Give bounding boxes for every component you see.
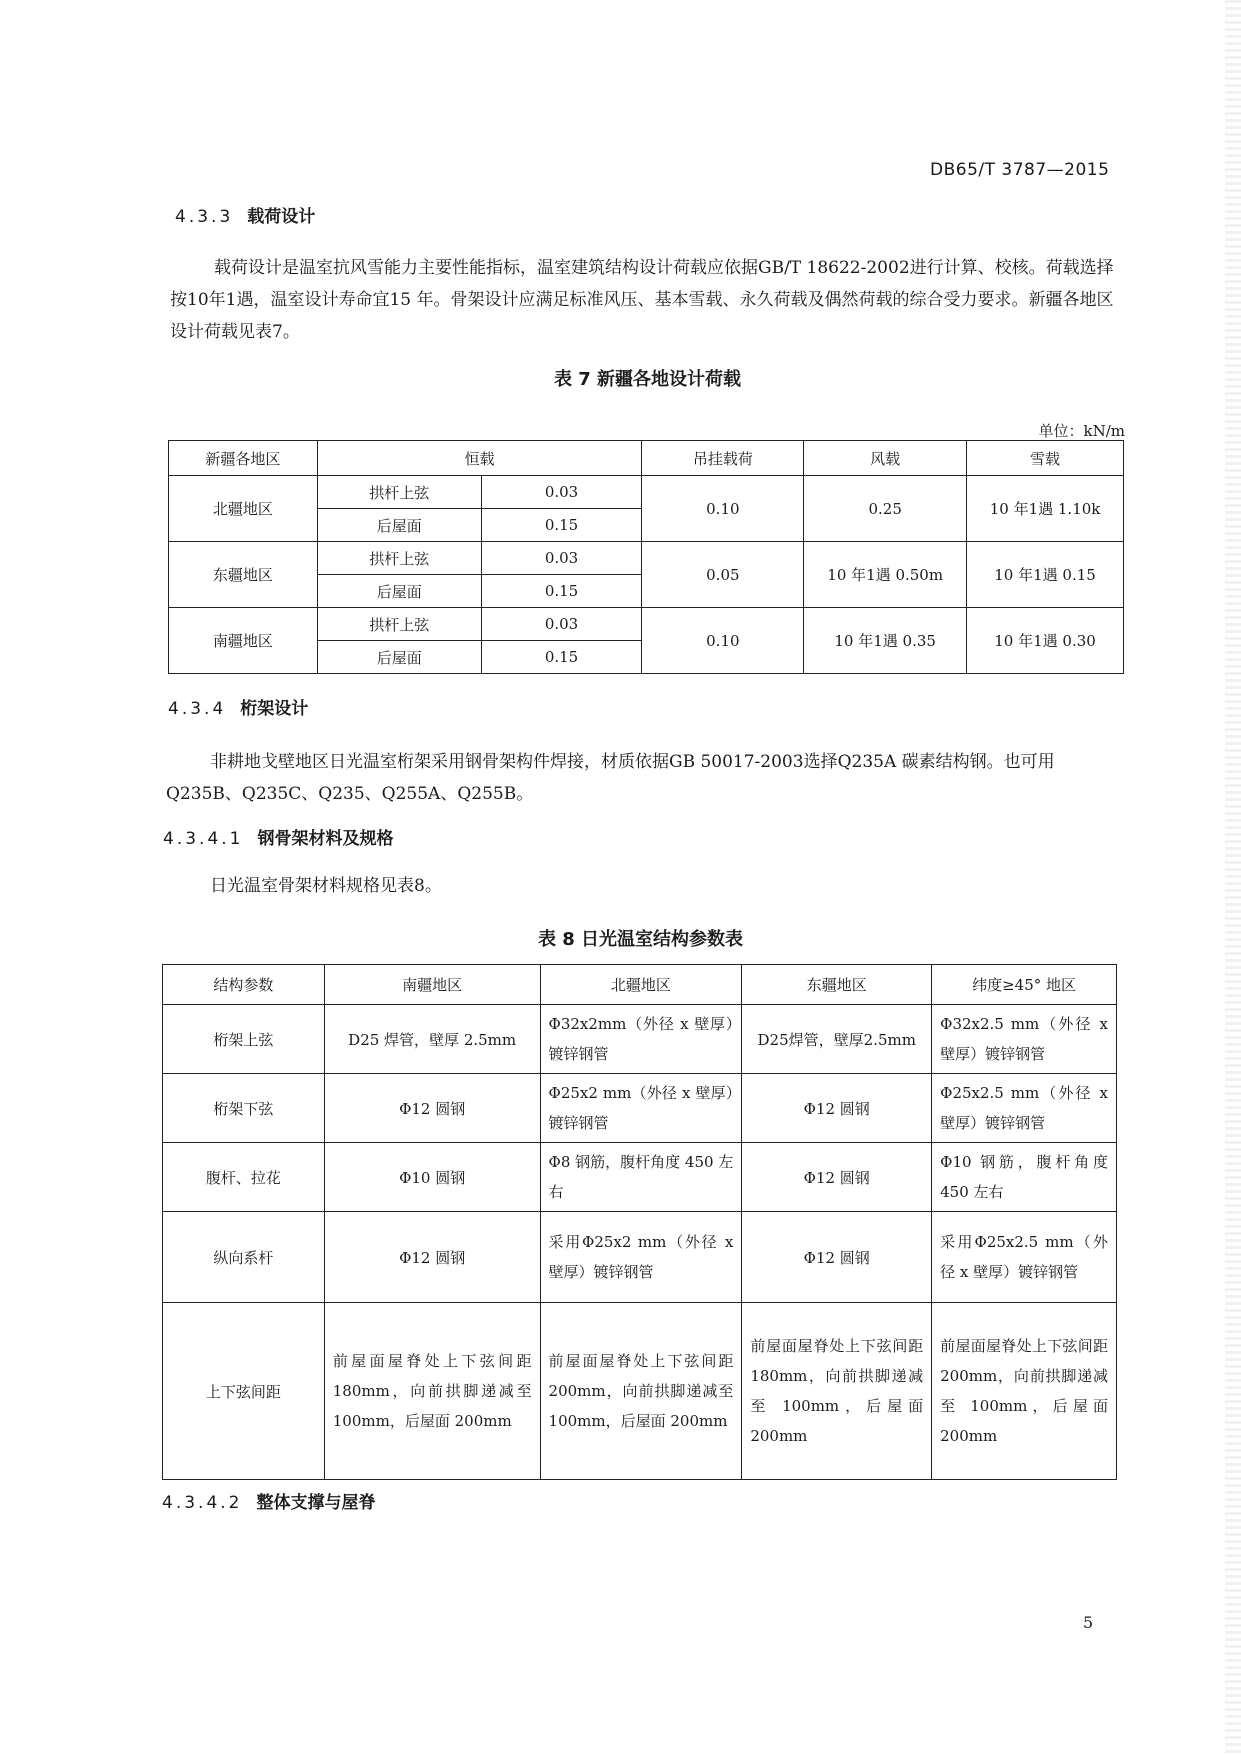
page-number: 5 bbox=[1083, 1613, 1094, 1632]
table7-part: 拱杆上弦 bbox=[317, 542, 481, 575]
table7-region-north: 北疆地区 bbox=[169, 476, 318, 542]
table8-cell: Φ12 圆钢 bbox=[324, 1074, 540, 1143]
table8-param: 上下弦间距 bbox=[163, 1303, 325, 1480]
document-code: DB65/T 3787—2015 bbox=[930, 160, 1110, 180]
section-title: 桁架设计 bbox=[240, 699, 309, 719]
table7-value: 0.15 bbox=[481, 575, 642, 608]
table8-header-south: 南疆地区 bbox=[324, 965, 540, 1005]
table7-unit: 单位：kN/m bbox=[1038, 422, 1125, 440]
table8-cell: 前屋面屋脊处上下弦间距 180mm，向前拱脚递减至 100mm，后屋面 200mm bbox=[742, 1303, 932, 1480]
table7-snow: 10 年1遇 0.30 bbox=[967, 608, 1124, 674]
table8-cell: 采用Φ25x2.5 mm（外径 x 壁厚）镀锌钢管 bbox=[932, 1212, 1117, 1303]
section-title: 钢骨架材料及规格 bbox=[257, 829, 394, 849]
table7-hang: 0.10 bbox=[642, 476, 804, 542]
table8-cell: Φ12 圆钢 bbox=[324, 1212, 540, 1303]
table8-cell: Φ12 圆钢 bbox=[742, 1212, 932, 1303]
table7 bbox=[168, 440, 1124, 674]
table8-header-param: 结构参数 bbox=[163, 965, 325, 1005]
section-number: 4.3.3 bbox=[175, 207, 234, 227]
table7-snow: 10 年1遇 1.10k bbox=[967, 476, 1124, 542]
table7-value: 0.03 bbox=[481, 608, 642, 641]
table8-cell: 前屋面屋脊处上下弦间距 200mm，向前拱脚递减至 100mm，后屋面 200mm bbox=[932, 1303, 1117, 1480]
table7-part: 拱杆上弦 bbox=[317, 608, 481, 641]
paragraph-truss-design: 非耕地戈壁地区日光温室桁架采用钢骨架构件焊接，材质依据GB 50017-2003选择Q235A 碳素结构钢。也可用Q235B、Q235C、Q235、Q255A、Q255B。 bbox=[166, 752, 1055, 804]
table8-header-latitude45: 纬度≥45° 地区 bbox=[932, 965, 1117, 1005]
table8-cell: 采用Φ25x2 mm（外径 x 壁厚）镀锌钢管 bbox=[540, 1212, 742, 1303]
table7-wind: 10 年1遇 0.50m bbox=[804, 542, 967, 608]
table8-param: 桁架上弦 bbox=[163, 1005, 325, 1074]
table8-param: 桁架下弦 bbox=[163, 1074, 325, 1143]
table7-hang: 0.05 bbox=[642, 542, 804, 608]
table7-value: 0.03 bbox=[481, 476, 642, 509]
section-title: 整体支撑与屋脊 bbox=[256, 1493, 376, 1513]
table8-param: 腹杆、拉花 bbox=[163, 1143, 325, 1212]
table8-cell: 前屋面屋脊处上下弦间距 180mm，向前拱脚递减至 100mm，后屋面 200mm bbox=[324, 1303, 540, 1480]
table7-wind: 0.25 bbox=[804, 476, 967, 542]
table7-wind: 10 年1遇 0.35 bbox=[804, 608, 967, 674]
table8-cell: Φ10 圆钢 bbox=[324, 1143, 540, 1212]
table7-part: 后屋面 bbox=[317, 641, 481, 674]
table7-header-hanging-load: 吊挂载荷 bbox=[642, 441, 804, 476]
table7-part: 后屋面 bbox=[317, 575, 481, 608]
section-heading-4342 bbox=[162, 1488, 375, 1513]
table8-cell: Φ12 圆钢 bbox=[742, 1074, 932, 1143]
table8-cell: D25 焊管，壁厚 2.5mm bbox=[324, 1005, 540, 1074]
table7-part: 拱杆上弦 bbox=[317, 476, 481, 509]
section-heading-4341 bbox=[163, 824, 393, 849]
section-heading-434 bbox=[168, 694, 308, 719]
table7-caption: 表 7 新疆各地设计荷载 bbox=[553, 369, 742, 390]
section-number: 4.3.4.1 bbox=[163, 829, 244, 849]
section-number: 4.3.4 bbox=[168, 699, 227, 719]
table8-cell: Φ25x2.5 mm（外径 x 壁厚）镀锌钢管 bbox=[932, 1074, 1117, 1143]
section-number: 4.3.4.2 bbox=[162, 1493, 243, 1513]
paragraph-load-design: 载荷设计是温室抗风雪能力主要性能指标，温室建筑结构设计荷载应依据GB/T 18622-2002进行计算、校核。荷载选择按10年1遇，温室设计寿命宜15 年。骨架设计应满足标准风压、基本雪载、永久荷载及偶然荷载的综合受力要求。新疆各地区设计荷载见表7。 bbox=[170, 258, 1114, 342]
scan-edge bbox=[1225, 0, 1241, 1754]
section-title: 载荷设计 bbox=[247, 207, 316, 227]
table7-header-snow-load: 雪载 bbox=[967, 441, 1124, 476]
paragraph-frame-spec: 日光温室骨架材料规格见表8。 bbox=[210, 876, 442, 896]
table7-header-region: 新疆各地区 bbox=[169, 441, 318, 476]
table8-caption: 表 8 日光温室结构参数表 bbox=[537, 929, 744, 950]
table8-cell: Φ25x2 mm（外径 x 壁厚）镀锌钢管 bbox=[540, 1074, 742, 1143]
table8-cell: Φ10 钢筋，腹杆角度 450 左右 bbox=[932, 1143, 1117, 1212]
table7-snow: 10 年1遇 0.15 bbox=[967, 542, 1124, 608]
table7-header-wind-load: 风载 bbox=[804, 441, 967, 476]
section-heading-433 bbox=[175, 202, 315, 227]
table8-cell: D25焊管，壁厚2.5mm bbox=[742, 1005, 932, 1074]
table8-header-east: 东疆地区 bbox=[742, 965, 932, 1005]
table7-region-south: 南疆地区 bbox=[169, 608, 318, 674]
table8-cell: Φ32x2mm（外径 x 壁厚）镀锌钢管 bbox=[540, 1005, 742, 1074]
table8-cell: 前屋面屋脊处上下弦间距 200mm，向前拱脚递减至 100mm，后屋面 200mm bbox=[540, 1303, 742, 1480]
table8 bbox=[162, 964, 1117, 1480]
table8-cell: Φ32x2.5 mm（外径 x 壁厚）镀锌钢管 bbox=[932, 1005, 1117, 1074]
table7-region-east: 东疆地区 bbox=[169, 542, 318, 608]
table7-value: 0.15 bbox=[481, 509, 642, 542]
table8-header-north: 北疆地区 bbox=[540, 965, 742, 1005]
table8-param: 纵向系杆 bbox=[163, 1212, 325, 1303]
table7-value: 0.15 bbox=[481, 641, 642, 674]
table7-value: 0.03 bbox=[481, 542, 642, 575]
table8-cell: Φ8 钢筋，腹杆角度 450 左右 bbox=[540, 1143, 742, 1212]
table7-hang: 0.10 bbox=[642, 608, 804, 674]
table7-header-dead-load: 恒载 bbox=[317, 441, 642, 476]
table7-part: 后屋面 bbox=[317, 509, 481, 542]
table8-cell: Φ12 圆钢 bbox=[742, 1143, 932, 1212]
